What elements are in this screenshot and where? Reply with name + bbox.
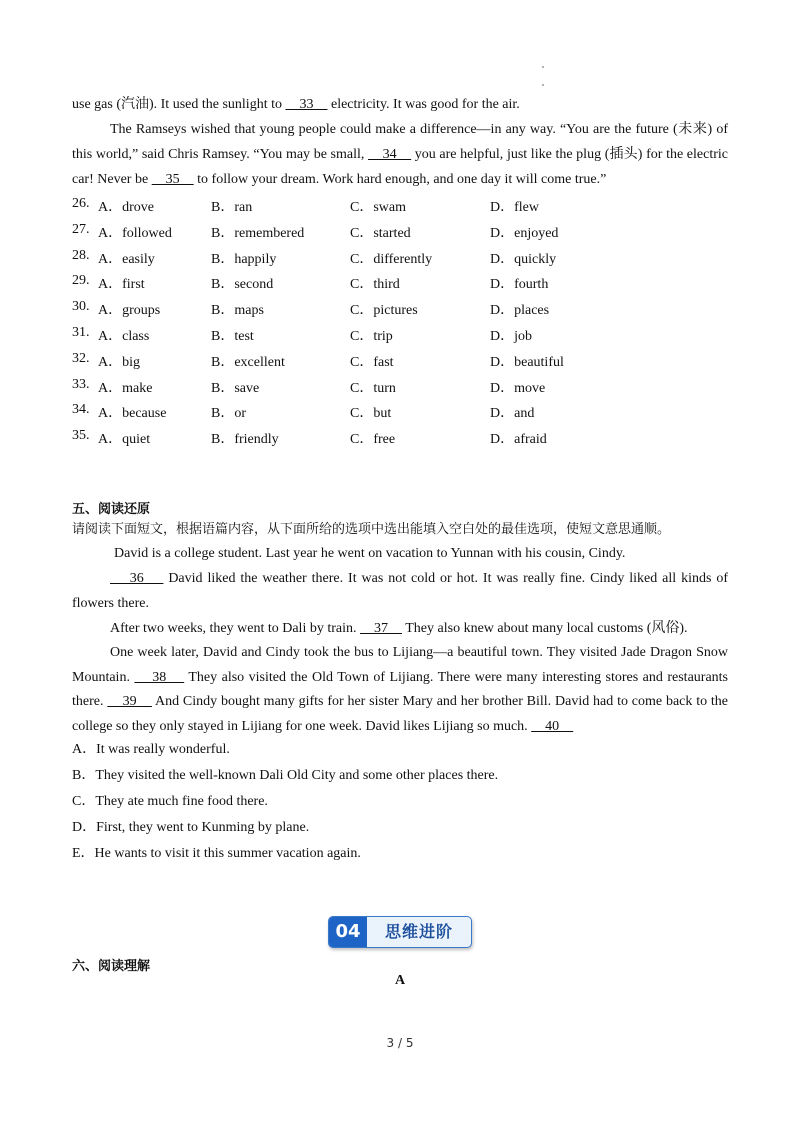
choice-c: C．turn [350,380,396,396]
section-heading: 五、阅读还原 [72,502,151,517]
question-number: 27. [72,221,90,237]
question-number: 26. [72,196,90,211]
choice-c: C．started [350,225,411,241]
section-badge [328,916,472,948]
choice-c: C．differently [350,251,433,267]
question-row [72,196,728,216]
paragraph: 36 David liked the weather there. It was not cold or hot. It was really fine. Cindy liked all kinds of flowers there. [72,571,728,611]
scan-dots [542,64,546,88]
question-number: 29. [72,273,90,289]
choice-d: D．places [490,303,550,319]
choice-b: B．happily [211,251,277,267]
choice-d: D．job [490,329,532,344]
option-d: D．First, they went to Kunming by plane. [72,820,310,835]
question-number: 31. [72,325,90,340]
choice-a: A．because [98,406,167,422]
choice-b: B．ran [211,200,253,215]
option-b: B．They visited the well-known Dali Old City and some other places there. [72,768,499,783]
question-row [72,273,728,293]
choice-a: A．class [98,329,150,344]
passage-a-title: A [394,973,406,988]
choice-d: D．afraid [490,432,547,448]
choice-a: A．big [98,354,140,370]
option-e: E．He wants to visit it this summer vacation again. [72,846,361,861]
question-row [72,351,728,371]
choice-c: C．swam [350,200,406,215]
choice-b: B．excellent [211,354,285,370]
blank-33: 33 [285,97,328,112]
passage-line: use gas (汽油). It used the sunlight to 33 electricity. It was good for the air. [72,97,520,112]
option-c: C．They ate much fine food there. [72,794,268,809]
blank-35: 35 [151,172,194,187]
choice-d: D．enjoyed [490,225,559,241]
question-row [72,428,728,448]
choice-a: A．drove [98,200,154,215]
choice-a: A．first [98,277,145,293]
choice-d: D．quickly [490,251,557,267]
choice-d: D．fourth [490,277,549,293]
section-6-heading: 六、阅读理解 [72,959,151,974]
blank-40: 40 [531,718,574,734]
blank-39: 39 [107,694,152,709]
question-row [72,402,728,422]
choice-d: D．move [490,380,546,396]
question-number: 33. [72,376,90,392]
question-number: 30. [72,299,90,315]
choice-a: A．easily [98,251,155,267]
choice-b: B．remembered [211,225,305,241]
question-row [72,325,728,345]
badge-label: 思维进阶 [384,922,453,941]
question-row [72,248,728,268]
passage-continuation [72,92,728,192]
choice-c: C．trip [350,329,393,344]
choice-a: A．quiet [98,432,151,448]
blank-38: 38 [134,669,185,685]
choice-b: B．friendly [211,432,279,448]
choice-a: A．groups [98,303,161,319]
page-number: 3 / 5 [386,1036,414,1050]
choice-a: A．followed [98,225,172,241]
question-number: 28. [72,247,90,263]
choice-b: B．second [211,277,274,293]
choice-a: A．make [98,380,153,396]
choice-b: B．save [211,380,260,396]
choice-c: C．free [350,432,396,448]
choice-b: B．maps [211,303,264,319]
blank-37: 37 [360,621,402,636]
choice-c: C．third [350,277,400,293]
passage-paragraph: The Ramseys wished that young people could make a difference—in any way. “You are the future (未来) of this world,” said Chris Ramsey. “You may be small, 34 you are helpful, just like the plug (插头) for the electric car! Never be 35 to follow your dream. Work hard enough, and one day it will come true.” [72,122,728,187]
choice-b: B．or [211,406,246,422]
choice-d: D．flew [490,200,539,215]
section-instruction: 请阅读下面短文，根据语篇内容，从下面所给的选项中选出能填入空白处的最佳选项，使短文意思通顺。 [72,522,671,537]
paragraph: One week later, David and Cindy took the bus to Lijiang—a beautiful town. They visited Jade Dragon Snow Mountain. 38 They also visited the Old Town of Lijiang. There were many interesting stores and restaurants there. 39 And Cindy bought many gifts for her sister Mary and her brother Bill. David had to come back to the college so they only stayed in Lijiang for one week. David likes Lijiang so much. 40 [72,645,729,734]
choice-d: D．beautiful [490,354,564,370]
choice-c: C．fast [350,354,394,370]
badge-number: 04 [329,917,367,947]
choice-d: D．and [490,406,535,422]
blank-36: 36 [110,571,164,586]
question-number: 35. [72,428,90,444]
question-number: 32. [72,350,90,366]
paragraph: David is a college student. Last year he went on vacation to Yunnan with his cousin, Cindy. [114,546,626,561]
choice-c: C．but [350,406,392,422]
question-row [72,299,728,319]
section-5 [72,500,728,739]
question-row [72,222,728,242]
choice-b: B．test [211,329,254,344]
paragraph: After two weeks, they went to Dali by train. 37 They also knew about many local customs (风俗). [110,621,688,636]
question-row [72,377,728,397]
blank-34: 34 [368,147,412,162]
choice-c: C．pictures [350,303,418,319]
question-number: 34. [72,402,90,418]
option-a: A．It was really wonderful. [72,742,230,757]
